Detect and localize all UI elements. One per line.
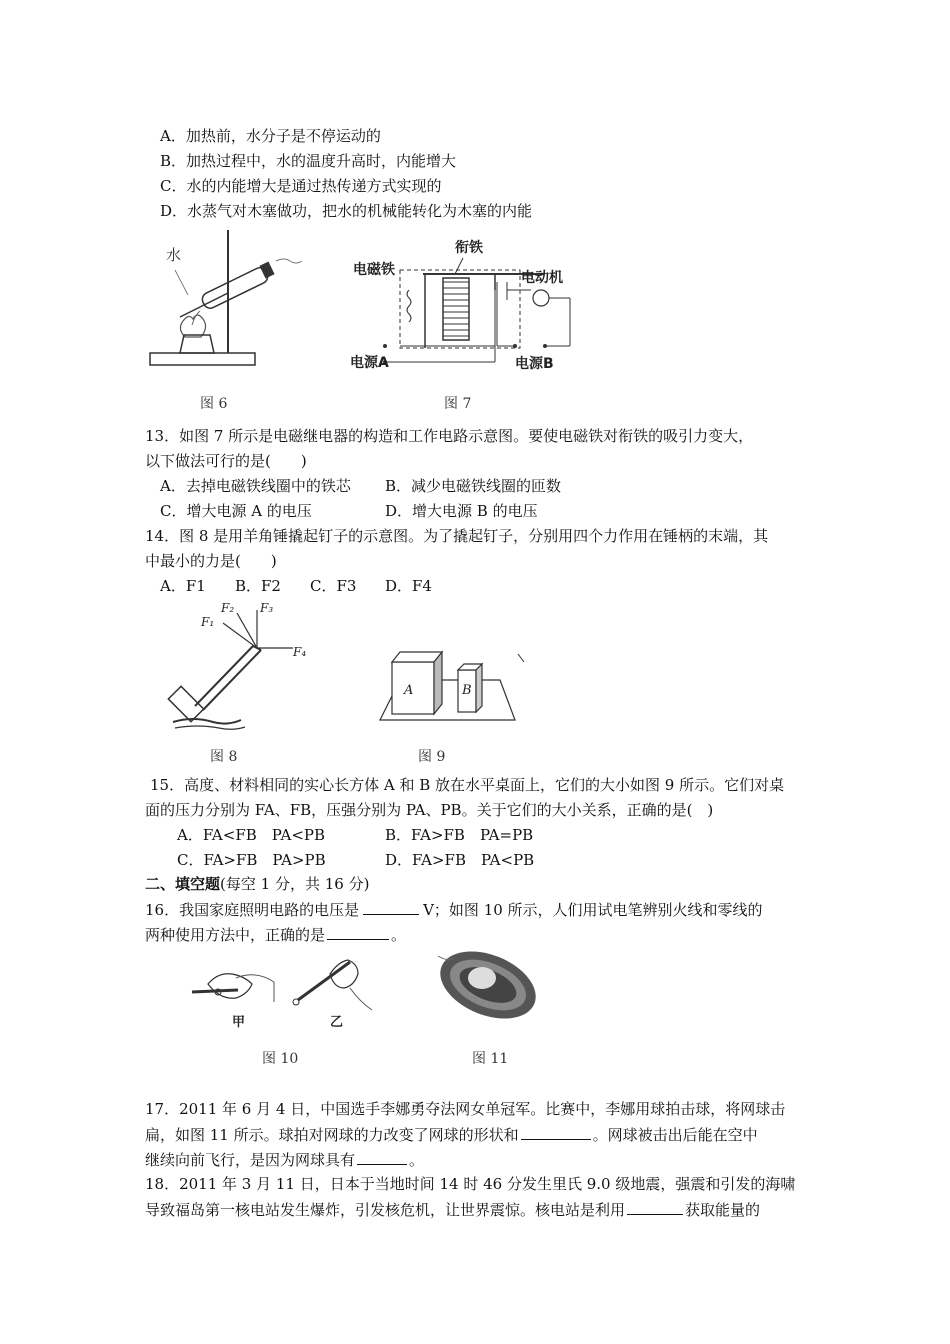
block-b-label: B [462,683,472,698]
q15-option-c: C．FA>FB PA>PB [177,851,326,869]
motor-label: 电动机 [521,270,563,286]
q18-text-a: 导致福岛第一核电站发生爆炸，引发核危机，让世界震惊。核电站是利用 [145,1201,626,1219]
q16-blank-voltage[interactable] [363,899,419,915]
q17-text-c: 继续向前飞行，是因为网球具有 [145,1151,356,1169]
q14-option-a: A．F1 [160,577,206,595]
figure-7-caption: 图 7 [444,396,472,412]
force-f4-label: F₄ [293,645,307,659]
q16-text-c: 两种使用方法中，正确的是 [145,926,326,944]
block-a-label: A [404,683,414,698]
q16-text-a: 16．我国家庭照明电路的电压是 [145,901,360,919]
section-2-heading [145,874,369,894]
figure-8-caption: 图 8 [210,749,238,765]
q13-stem-line1: 13．如图 7 所示是电磁继电器的构造和工作电路示意图。要使电磁铁对衔铁的吸引力变大， [145,427,754,445]
q14-option-b: B．F2 [235,577,281,595]
q14-stem-line1: 14．图 8 是用羊角锤撬起钉子的示意图。为了撬起钉子，分别用四个力作用在锤柄的末端，其 [145,527,769,545]
q13-option-c: C．增大电源 A 的电压 [160,502,312,520]
q17-text-b: 。网球被击出后能在空中 [592,1126,758,1144]
section-2-note: (每空 1 分，共 16 分) [220,875,370,893]
q17-text-d: 。 [409,1151,425,1169]
figure-9-caption: 图 9 [418,749,446,765]
source-a-label: 电源A [350,355,389,371]
figure-6-water-label: 水 [166,246,182,264]
figure-6-caption: 图 6 [200,396,228,412]
q17-blank-inertia[interactable] [357,1149,407,1165]
force-f2-label: F₂ [221,601,235,615]
q18-stem-line2 [145,1199,760,1220]
figure-11-caption: 图 11 [472,1051,509,1067]
q14-option-d: D．F4 [385,577,432,595]
q15-stem-line1: 15．高度、材料相同的实心长方体 A 和 B 放在水平桌面上，它们的大小如图 9 所示。它们对桌 [150,776,785,794]
source-b-label: 电源B [515,356,554,372]
q14-stem-line2: 中最小的力是( ) [145,552,277,570]
q12-option-c: C．水的内能增大是通过热传递方式实现的 [160,177,442,195]
q13-option-d: D．增大电源 B 的电压 [385,502,538,520]
q13-stem-line2: 以下做法可行的是( ) [145,452,307,470]
label-jia: 甲 [232,1015,246,1030]
force-f3-label: F₃ [260,601,274,615]
q15-option-d: D．FA>FB PA<PB [385,851,535,869]
q14-option-c: C．F3 [310,577,357,595]
q18-text-b: 获取能量的 [685,1201,761,1219]
figure-10-test-pens [180,950,380,1030]
q16-stem-line1 [145,899,763,920]
q15-option-b: B．FA>FB PA=PB [385,826,534,844]
q16-text-b: V；如图 10 所示，人们用试电笔辨别火线和零线的 [423,901,763,919]
q18-stem-line1: 18．2011 年 3 月 11 日，日本于当地时间 14 时 46 分发生里氏 9.0 级地震，强震和引发的海啸 [145,1175,796,1193]
figure-7-relay-circuit [345,230,585,380]
q16-text-d: 。 [391,926,407,944]
q17-stem-line2 [145,1124,758,1145]
figure-8-claw-hammer [165,598,325,738]
q17-stem-line3 [145,1149,424,1170]
electromagnet-label: 电磁铁 [353,262,395,278]
section-2-title: 二、填空题 [145,875,221,893]
q12-option-d: D．水蒸气对木塞做功，把水的机械能转化为木塞的内能 [160,202,533,220]
figure-6-heating-flask [140,225,305,385]
q12-option-b: B．加热过程中，水的温度升高时，内能增大 [160,152,457,170]
q13-option-a: A．去掉电磁铁线圈中的铁芯 [160,477,351,495]
force-f1-label: F₁ [201,615,215,629]
q16-stem-line2 [145,924,406,945]
q17-text-a: 扁，如图 11 所示。球拍对网球的力改变了网球的形状和 [145,1126,519,1144]
q18-blank-energy-source[interactable] [627,1199,683,1215]
q15-stem-line2: 面的压力分别为 FA、FB，压强分别为 PA、PB。关于它们的大小关系，正确的是( ) [145,801,714,819]
q17-stem-line1: 17．2011 年 6 月 4 日，中国选手李娜勇夺法网女单冠军。比赛中，李娜用球拍击球，将网球击 [145,1100,786,1118]
q17-blank-motion-state[interactable] [521,1124,591,1140]
label-yi: 乙 [330,1015,344,1030]
figure-10-caption: 图 10 [262,1051,299,1067]
q12-option-a: A．加热前，水分子是不停运动的 [160,127,381,145]
q16-blank-method[interactable] [327,924,389,940]
figure-9-blocks [360,640,540,740]
q13-option-b: B．减少电磁铁线圈的匝数 [385,477,562,495]
figure-11-tennis-racket [430,940,550,1030]
armature-label: 衔铁 [455,240,483,256]
q15-option-a: A．FA<FB PA<PB [177,826,326,844]
